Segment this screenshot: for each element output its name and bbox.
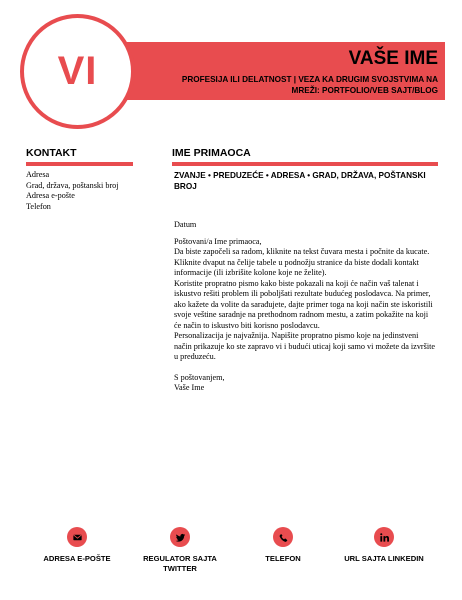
- monogram-badge: [20, 14, 135, 129]
- contact-city[interactable]: Grad, država, poštanski broj: [26, 180, 119, 190]
- your-name[interactable]: VAŠE IME: [348, 48, 438, 69]
- recipient-heading[interactable]: IME PRIMAOCA: [172, 147, 251, 159]
- contact-email[interactable]: Adresa e-pošte: [26, 191, 75, 200]
- footer-phone-label[interactable]: TELEFON: [265, 554, 301, 563]
- letter-paragraph[interactable]: Koristite propratno pismo kako biste pokazali na koji će način vaš talenat i iskustvo rešiti problem ili poboljšati rezultate budućeg poslodavca. Na primer, ako kažete da volite da sarađujete, dajte primer toga na koji način ste iskoristili svoje veštine saradnje na prethodnom radnom mestu, a zatim pokažite na koji će način to iskustvo biti korisno poslodavcu.: [174, 278, 433, 330]
- letter-closing[interactable]: S poštovanjem,: [174, 372, 225, 382]
- footer-twitter: [130, 527, 230, 574]
- email-icon: [67, 527, 87, 547]
- twitter-icon: [170, 527, 190, 547]
- letter-signature[interactable]: Vaše Ime: [174, 383, 205, 392]
- footer-twitter-label[interactable]: REGULATOR SAJTA TWITTER: [143, 554, 217, 573]
- contact-phone[interactable]: Telefon: [26, 201, 51, 211]
- footer-phone: [233, 527, 333, 564]
- contact-divider: [26, 162, 133, 166]
- letter-paragraph[interactable]: Da biste započeli sa radom, kliknite na tekst čuvara mesta i počnite da kucate. Kliknite dvaput na čelije tabele u podnožju stranice da biste dodali kontakt informacije (ili izbrišite kolone koje ne želite).: [174, 247, 430, 277]
- footer-linkedin: [334, 527, 434, 564]
- letter-date[interactable]: Datum: [174, 220, 197, 229]
- linkedin-icon: [374, 527, 394, 547]
- footer-email-label[interactable]: ADRESA E-POŠTE: [43, 554, 111, 563]
- recipient-details[interactable]: ZVANJE • PREDUZEĆE • ADRESA • GRAD, DRŽAVA, POŠTANSKI BROJ: [174, 171, 426, 191]
- contact-info: [26, 170, 119, 212]
- monogram-initials[interactable]: VI: [57, 49, 98, 93]
- footer-email: [27, 527, 127, 564]
- letter-salutation[interactable]: Poštovani/a Ime primaoca,: [174, 236, 262, 246]
- contact-heading[interactable]: KONTAKT: [26, 147, 77, 159]
- profession-line[interactable]: PROFESIJA ILI DELATNOST | VEZA KA DRUGIM SVOJSTVIMA NA MREŽI: PORTFOLIO/VEB SAJT/BLOG: [181, 75, 438, 95]
- footer-linkedin-label[interactable]: URL SAJTA LINKEDIN: [344, 554, 424, 563]
- contact-address[interactable]: Adresa: [26, 170, 50, 179]
- letter-paragraph[interactable]: Personalizacija je najvažnija. Napišite propratno pismo koje na jedinstveni način prikazuje ko ste zapravo vi i budući uticaj koji samo vi možete da izvršite u preduzeću.: [174, 331, 436, 361]
- recipient-divider: [172, 162, 438, 166]
- phone-icon: [273, 527, 293, 547]
- letter-body: [174, 220, 436, 394]
